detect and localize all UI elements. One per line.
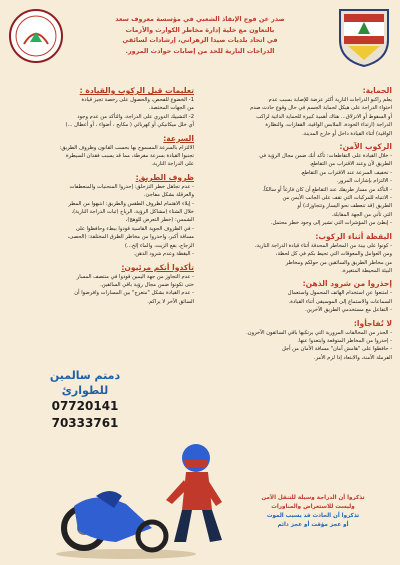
text-line: - كونوا على بينة من المخاطر المحدقة أثناء قيادة الدراجة النارية، bbox=[255, 242, 392, 249]
motorcycle-accident-illustration-icon bbox=[56, 430, 226, 560]
text-line: التي تأتي من الجهة المقابلة. bbox=[331, 211, 392, 218]
section-title-protection: الحماية: bbox=[362, 86, 392, 95]
text-line: الطريق (قد تنعطف نحو اليسار وتتجاوزك) أو bbox=[297, 203, 392, 210]
emergency-contact bbox=[20, 368, 150, 432]
section-title-alertness: اليقظة أثناء الركوب: bbox=[315, 231, 392, 241]
section-title-dont-be-surprised: لا تُفاجأوا: bbox=[353, 318, 392, 328]
text-line: - امتنعوا عن استخدام الهاتف المحمول واستعمال bbox=[287, 290, 392, 297]
text-line: من مخاطر الطريق والسائقين من حولكم ومخاطر bbox=[285, 259, 392, 266]
phone-number-2[interactable]: 70333761 bbox=[51, 416, 119, 430]
text-line: ومن العوامل والمعوقات التي تحيط بكم في كل لحظة، bbox=[275, 251, 392, 258]
header-line: الدراجات النارية للحد من إصابات حوادث المرور. bbox=[125, 46, 275, 55]
text-line: - عدم التجاوز من جهة اليمين قودوا في منتصف المسار bbox=[76, 273, 194, 280]
callout-line: تذكروا أن الحادث قد يسبب الموت bbox=[266, 513, 360, 519]
phone-number-1[interactable]: 07720141 bbox=[51, 399, 119, 413]
text-line: مسافة أكبر، واحذروا من مخاطر الطرق المختلفة: (الحصى، bbox=[67, 234, 194, 241]
text-line: الدراجة (ارتداء الخوذة، الملابس الواقية، القفازات، والنظارة bbox=[265, 122, 392, 129]
header-text bbox=[72, 14, 328, 56]
text-line: - في الظروف الجوية القاسية قودوا ببطء وحافظوا على bbox=[75, 225, 194, 232]
callout-line: تذكروا أن الدراجة وسيلة للتنقل الآمن bbox=[261, 495, 365, 501]
section-title-safe-riding: الركوب الآمن: bbox=[339, 142, 392, 152]
text-line: - خلال القيادة على التقاطعات: تأكد أنك ضمن مجال الرؤية في bbox=[259, 153, 392, 160]
callout-line: وليست للاستعراض والمناورات bbox=[271, 504, 355, 510]
contact-title: دمتم سالمين bbox=[49, 369, 121, 382]
contact-subtitle: للطوارئ bbox=[61, 384, 109, 397]
right-column bbox=[206, 82, 392, 362]
text-line: احتواء الدراجة على هيكل لحماية الجسم في حال وقوع حادث صدم bbox=[250, 105, 392, 112]
section-title-distraction: إحذروا من شرود الذهن: bbox=[302, 279, 392, 289]
text-line: - عدم القيادة بشكل "متعرج" بين المسارات وافرضوا أن bbox=[74, 290, 194, 297]
text-line: - الانتباه للمركبات التي تقف على الجانب الأيمن من bbox=[282, 195, 392, 202]
text-line: أو السقوط أو الانزلاق... هناك أهمية كبيرة للحماية الذاتية لراكب bbox=[256, 113, 392, 120]
section-title-before-riding: تعليمات قبل الركوب والقيادة : bbox=[79, 86, 194, 95]
text-line: الالتزام بالسرعة المسموح بها بحسب القانون وظروف الطريق: bbox=[59, 144, 194, 151]
header bbox=[0, 0, 400, 78]
text-line: حتى تكونوا ضمن مجال رؤية باقي السائقين. bbox=[100, 281, 194, 288]
left-column bbox=[8, 82, 194, 306]
text-line: - عدم تجاهل خطر التزحلق: إحذروا المنحنيات والمنعطفات bbox=[69, 183, 194, 190]
text-line: 1- الخضوع للفحص، والحصول على رخصة تجيز قيادة bbox=[81, 97, 194, 103]
text-line: السائق الآخر لا يراكم. bbox=[147, 298, 194, 305]
text-line: تجنبوا القيادة بسرعة مفرطة، مما قد يسبب فقدان السيطرة bbox=[65, 153, 194, 160]
reminder-callout bbox=[248, 494, 378, 530]
header-line: صدر عن فوج الإنقاذ الشعبي في مؤسسة معروف سعد bbox=[115, 15, 285, 23]
text-line: - إحذروا من المخاطر المتوقعة وابتعدوا عنها. bbox=[297, 337, 392, 344]
text-line: - إبطئ من المؤشرات التي تشير إلى وجود خطر محتمل. bbox=[270, 220, 392, 227]
section-title-speed: السرعة: bbox=[163, 133, 194, 143]
text-line: - إيلاء الاهتمام لظروف الطقس والطريق: انتبهوا من المطر bbox=[68, 200, 194, 207]
text-line: - الالتزام بإشارات المرور. bbox=[336, 178, 392, 185]
section-title-be-visible: تأكدوا أنكم مرئيون: bbox=[121, 262, 194, 272]
text-line: - التأكد من مسار طريقك عند التقاطع أن كان فارغاً أو سالكاً. bbox=[262, 186, 392, 193]
callout-line: أو عجز مؤقت أو عجز دائم bbox=[277, 522, 349, 528]
cedar-shield-logo-icon bbox=[336, 6, 392, 68]
text-line: السماعات والاستماع إلى الموسيقى أثناء القيادة. bbox=[288, 298, 392, 305]
text-line: - اليقظة وعدم شرود الذهن. bbox=[133, 251, 194, 258]
text-line: - حافظوا على "هامش آمان" مسافة الأمان من أجل bbox=[281, 346, 392, 353]
text-line: - التفاعل مع مستخدمي الطريق الآخرين. bbox=[304, 307, 392, 314]
text-line: الطريق لأن وعند الاقتراب من التقاطع. bbox=[309, 161, 392, 168]
text-line: يعلم راكبو الدراجات النارية أكثر عرضة للإصابة بسبب عدم bbox=[268, 97, 392, 103]
header-line: في اتحاد بلديات صيدا الزهراني، إرشادات لسائقي bbox=[122, 36, 278, 44]
text-line: الفرملة الآمنة، والابتعاد إذا لزم الأمر. bbox=[313, 354, 392, 361]
text-line: على الدراجة النارية. bbox=[151, 161, 194, 168]
text-line: أي خلل ميكانيكي أو كهربائي ( مكابح ، أضواء ، أو أعطال ...) bbox=[65, 122, 194, 129]
text-line: الزجاج، بقع الزيت، والماء إلخ...) bbox=[124, 242, 194, 249]
text-line: الشمس: (خطر التعرض للوهج)، bbox=[125, 217, 194, 224]
organization-emblem-icon bbox=[8, 6, 64, 68]
text-line: خلال الشتاء (مشاكل الرؤية، الرياح (ثبات الدراجة النارية)، bbox=[71, 209, 194, 216]
text-line: من الجهات المختصة. bbox=[148, 105, 194, 112]
header-line: بالتعاون مع خلية إدارة مخاطر الكوارث والأزمات bbox=[125, 25, 275, 34]
text-line: الواقية) أثناء القيادة داخل أو خارج المدينة. bbox=[302, 130, 392, 137]
text-line: - الحذر من المخالفات المرورية التي يرتكبها باقي السائقون الآخرون. bbox=[246, 329, 392, 336]
text-line: - تخفيف السرعة عند الاقتراب من التقاطع. bbox=[300, 169, 392, 176]
text-line: 2- التشييك الدوري على الدراجة، والتأكد من عدم وجود bbox=[77, 113, 194, 120]
text-line: البيئة المحيطة المتغيرة. bbox=[341, 267, 392, 274]
section-title-road-conditions: ظروف الطريق: bbox=[135, 172, 194, 182]
text-line: والعرقلة بشكل مفاجئ. bbox=[143, 192, 194, 199]
